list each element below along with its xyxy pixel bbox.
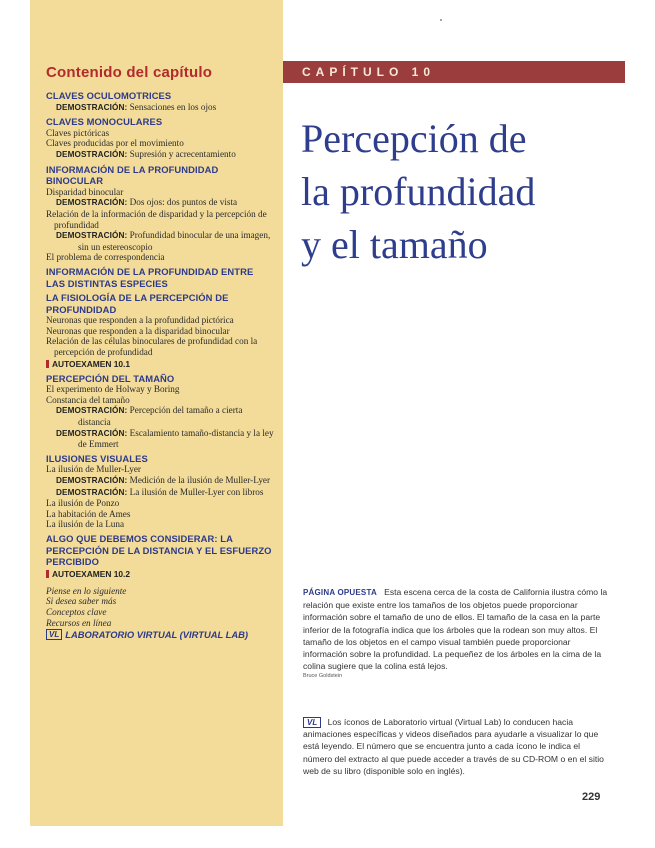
contents-section	[46, 453, 274, 530]
chapter-title-line-2: la profundidad	[301, 169, 536, 214]
virtual-lab-entry	[46, 629, 274, 640]
section-heading: ILUSIONES VISUALES	[46, 452, 148, 464]
caption-text: Esta escena cerca de la costa de California ilustra cómo la relación que existe entre los tamaños de los objetos puede proporcionar información sobre el tamaño de uno de ellos. El tamaño de la casa en la parte inferior de la fotografía indica que los árboles que la rodean son muy altos. El tamaño de los objetos en el campo visual también puede proporcionar información sobre la profundidad. La pequeñez de los árboles en la cima de la colina sugiere que la colina está lejos.	[303, 587, 608, 672]
contents-section	[46, 116, 274, 160]
demonstration-item	[46, 405, 274, 427]
demonstration-label: DEMOSTRACIÓN:	[56, 428, 128, 438]
contents-section	[46, 90, 274, 113]
contents-item: Neuronas que responden a la profundidad pictórica	[46, 315, 234, 326]
virtual-lab-icon: VL	[46, 629, 62, 640]
demonstration-label: DEMOSTRACIÓN:	[56, 198, 128, 208]
contents-item: El problema de correspondencia	[46, 252, 165, 263]
contents-section	[46, 266, 274, 289]
print-mark	[440, 19, 442, 21]
demonstration-text: Percepción del tamaño a cierta distancia	[78, 405, 243, 428]
chapter-title	[301, 112, 621, 271]
self-test-label: AUTOEXAMEN 10.2	[52, 568, 131, 579]
contents-item: Relación de las células binoculares de profundidad con la percepción de profundidad	[46, 336, 258, 358]
demonstration-text: Sensaciones en los ojos	[129, 101, 217, 112]
section-heading: INFORMACIÓN DE LA PROFUNDIDAD BINOCULAR	[46, 163, 219, 187]
virtual-lab-label: LABORATORIO VIRTUAL (VIRTUAL LAB)	[65, 629, 249, 641]
demonstration-item	[46, 428, 274, 450]
demonstration-label: DEMOSTRACIÓN:	[56, 149, 128, 159]
contents-title: Contenido del capítulo	[46, 64, 213, 81]
self-test-marker	[46, 360, 49, 368]
demonstration-text: Dos ojos: dos puntos de vista	[129, 197, 238, 208]
demonstration-text: La ilusión de Muller-Lyer con libros	[129, 486, 264, 497]
contents-item: Disparidad binocular	[46, 186, 124, 197]
extra-learn-more: Si desea saber más	[46, 596, 117, 607]
section-heading: CLAVES MONOCULARES	[46, 116, 163, 128]
demonstration-label: DEMOSTRACIÓN:	[56, 476, 128, 485]
demonstration-label: DEMOSTRACIÓN:	[56, 487, 128, 497]
demonstration-item	[46, 149, 274, 161]
section-heading: ALGO QUE DEBEMOS CONSIDERAR: LA PERCEPCIÓN DE LA DISTANCIA Y EL ESFUERZO PERCIBIDO	[46, 532, 272, 568]
contents-item: La ilusión de la Luna	[46, 519, 125, 530]
caption-label: PÁGINA OPUESTA	[303, 588, 377, 597]
chapter-title-line-1: Percepción de	[301, 116, 527, 161]
contents-item: Constancia del tamaño	[46, 394, 130, 405]
section-heading: INFORMACIÓN DE LA PROFUNDIDAD ENTRE LAS DISTINTAS ESPECIES	[46, 265, 254, 289]
extra-think: Piense en lo siguiente	[46, 585, 127, 596]
contents-item: Relación de la información de disparidad y la percepción de profundidad	[46, 208, 267, 230]
page-number: 229	[582, 791, 601, 803]
demonstration-item	[46, 475, 274, 487]
contents-section	[46, 373, 274, 450]
contents-item: La ilusión de Ponzo	[46, 498, 120, 509]
contents-item: Claves producidas por el movimiento	[46, 138, 184, 149]
self-test-item	[46, 359, 274, 370]
virtual-lab-note-text: Los íconos de Laboratorio virtual (Virtual Lab) lo conducen hacia animaciones específicas y videos diseñados para ayudarle a visualizar lo que está leyendo. El número que se encuentra junto a cada ícono le indica el número del extracto al que puede acceder a través de su CD-ROM o en el sitio web de su libro (disponible solo en inglés).	[303, 717, 604, 776]
virtual-lab-note-icon: VL	[303, 717, 321, 728]
contents-section	[46, 292, 274, 370]
photo-credit: Bruce Goldstein	[303, 673, 343, 680]
section-heading: LA FISIOLOGÍA DE LA PERCEPCIÓN DE PROFUNDIDAD	[46, 292, 229, 315]
self-test-label: AUTOEXAMEN 10.1	[52, 358, 131, 369]
contents-item: El experimento de Holway y Boring	[46, 384, 180, 395]
self-test-item	[46, 569, 274, 580]
demonstration-text: Profundidad binocular de una imagen, sin un estereoscopio	[78, 230, 271, 252]
demonstration-item	[46, 487, 274, 499]
contents-extras	[46, 586, 274, 640]
chapter-label: CAPÍTULO 10	[302, 65, 436, 79]
demonstration-label: DEMOSTRACIÓN:	[56, 406, 128, 416]
section-heading: CLAVES OCULOMOTRICES	[46, 90, 172, 101]
contents-item: La ilusión de Muller-Lyer	[46, 464, 141, 475]
contents-section	[46, 164, 274, 263]
contents-sections	[46, 90, 274, 580]
demonstration-label: DEMOSTRACIÓN:	[56, 102, 128, 112]
contents-item: La habitación de Ames	[46, 508, 131, 519]
contents-item: Claves pictóricas	[46, 127, 110, 138]
demonstration-item	[46, 197, 274, 209]
extra-key-terms: Conceptos clave	[46, 606, 107, 617]
virtual-lab-note	[303, 716, 608, 777]
demonstration-text: Supresión y acrecentamiento	[129, 148, 236, 159]
photo-caption	[303, 586, 608, 680]
contents-section	[46, 533, 274, 580]
section-heading: PERCEPCIÓN DEL TAMAÑO	[46, 372, 175, 384]
contents-item: Neuronas que responden a la disparidad binocular	[46, 325, 230, 336]
demonstration-text: Medición de la ilusión de Muller-Lyer	[129, 475, 271, 485]
chapter-title-line-3: y el tamaño	[301, 222, 488, 267]
self-test-marker	[46, 570, 49, 578]
demonstration-text: Escalamiento tamaño-distancia y la ley de Emmert	[78, 427, 274, 450]
demonstration-item	[46, 102, 274, 114]
extra-online-resources: Recursos en línea	[46, 617, 112, 628]
demonstration-label: DEMOSTRACIÓN:	[56, 231, 128, 241]
demonstration-item	[46, 230, 274, 252]
chapter-contents	[46, 64, 274, 640]
